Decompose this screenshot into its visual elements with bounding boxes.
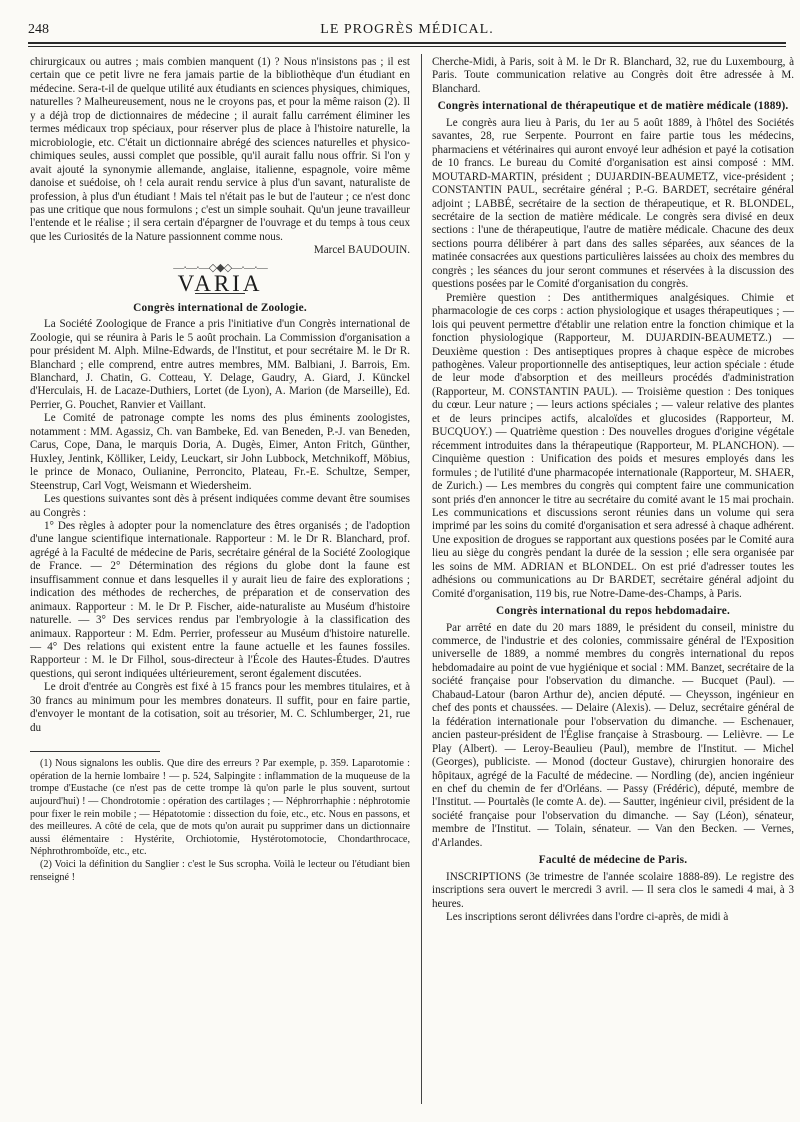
page-header bbox=[28, 22, 786, 44]
faculte-paragraph: INSCRIPTIONS (3e trimestre de l'année scolaire 1888-89). Le registre des inscriptions sera ouvert le mercredi 3 avril. — Il sera clos le samedi 4 mai, à 3 heures. bbox=[432, 870, 794, 910]
footnote: (1) Nous signalons les oublis. Que dire des erreurs ? Par exemple, p. 359. Laparotomie : opération de la hernie lombaire ! — p. 524, Salpingite : inflammation de la muqueuse de la trompe d'Eustache (ce n'est pas de cette trompe là qu'on parle le plus souvent, surtout aujourd'hui) ! — Chondrotomie : opération des cartilages ; — Néphrorrhaphie : néphrotomie pour fixer le rein mobile ; — Hépatotomie : dissection du foie, etc., etc. Nous en passons, et des meilleures. A côté de cela, que de mots qu'on aurait pu supprimer dans un dictionnaire aussi élémentaire : Hystérite, Orchiotomie, Hystérotomotocie, Chondarthrocace, Néphrothromboïde, etc., etc. bbox=[30, 758, 410, 858]
header-rule bbox=[28, 46, 786, 47]
ornament-divider: —⋅—⋅—◇◆◇—⋅—⋅— bbox=[173, 261, 267, 274]
faculte-heading: Faculté de médecine de Paris. bbox=[538, 854, 688, 867]
repos-paragraph: Par arrêté en date du 20 mars 1889, le président du conseil, ministre du commerce, de l'industrie et des colonies, commissaire général de l'Exposition universelle de 1889, a nommé membres du congrès international du repos hebdomadaire au point de vue hygiénique et social : MM. Banzet, secrétaire de la société française pour l'observation du dimanche. — Bucquet (Paul). — Chabaud-Latour (baron Arthur de), ancien député. — Cheysson, ingénieur en chef des ponts et chaussées. — Delaire (Alexis). — Deluz, secrétaire général de la fédération internationale pour l'observation du dimanche. — Eschenauer, ancien pasteur-président de l'Église française à Strasbourg. — Lelièvre. — Le Play (Albert). — Leroy-Beaulieu (Paul), membre de l'Institut. — Michel (Georges), publiciste. — Monod (docteur Gustave), chirurgien honoraire des hôpitaux, agrégé de la Faculté de médecine. — Nordling (de), ancien ingénieur en chef du chemin de fer d'Orléans. — Passy (Frédéric), député, membre de l'Institut. — Pourtalès (le comte A. de). — Sautter, ingénieur civil, président de la société française pour l'observation du dimanche. — Say (Léon), sénateur, membre de l'Institut. — Tolain, sénateur. — Van den Becken. — Vernes, d'Arlandes. bbox=[432, 621, 795, 849]
zoology-paragraph: Les questions suivantes sont dès à présent indiquées comme devant être soumises au Congrès : bbox=[30, 493, 410, 519]
zoology-questions: 1° Des règles à adopter pour la nomenclature des êtres organisés ; de l'adoption d'une langue scientifique internationale. Rapporteur : M. le Dr R. Blanchard, prof. agrégé à la Faculté de médecine de Paris, secrétaire général de la Société Zoologique de France. — 2° Détermination des régions du globe dont la faune est insuffisamment connue et dans lesquelles il y aurait lieu de faire des explorations ; indication des méthodes de recherches, de préparation et de conservation des animaux. Rapporteur : M. le Dr P. Fischer, aide-naturaliste au Muséum d'histoire naturelle. — 3° Des services rendus par l'embryologie à la classification des animaux. Rapporteur : M. Edm. Perrier, professeur au Muséum d'histoire naturelle. — 4° Des relations qui existent entre la faune actuelle et les faunes fossiles. Rapporteur : M. le Dr Filhol, sous-directeur à l'École des Hautes-Études. D'autres questions, qui seront indiquées ultérieurement, seront également discutées. bbox=[30, 519, 410, 680]
zoology-heading: Congrès international de Zoologie. bbox=[133, 301, 307, 314]
continuation-paragraph: Cherche-Midi, à Paris, soit à M. le Dr R. Blanchard, 32, rue du Luxembourg, à Paris. Toute communication relative au Congrès doit être adressée à M. Blanchard. bbox=[432, 56, 794, 95]
footnote: (2) Voici la définition du Sanglier : c'est le Sus scropha. Voilà le lecteur ou l'étudiant bien renseigné ! bbox=[30, 858, 410, 883]
right-column bbox=[432, 56, 794, 925]
zoology-paragraph: La Société Zoologique de France a pris l'initiative d'un Congrès international de Zoologie, qui se réunira à Paris le 5 août prochain. La Commission d'organisation a pour président M. Alph. Milne-Edwards, de l'Institut, et pour secrétaire M. le Dr R. Blanchard ; elle comprend, entre autres membres, MM. Balbiani, J. Barrois, Em. Blanchard, J. Chatin, G. Cotteau, Y. Delage, Gaudry, A. Giard, J. Künckel d'Herculais, H. de Lacaze-Duthiers, Lortet (de Lyon), A. Marion (de Marseille), Ed. Perrier, G. Pouchet, Ranvier et Vaillant. bbox=[30, 318, 410, 411]
zoology-paragraph: Le Comité de patronage compte les noms des plus éminents zoologistes, notamment : MM. Agassiz, Ch. van Bambeke, Ed. van Beneden, P.-J. van Beneden, Carus, Cope, Dana, le marquis Doria, A. Dugès, Eimer, Anton Fritch, Günther, Huxley, Jentink, Kölliker, Leidy, Leuckart, sir John Lubbock, Metchnikoff, Möbius, le prince de Monaco, Oulianine, Perroncito, Plateau, Fr.-E. Schultze, Semper, Steenstrup, Carl Vogt, Weismann et Wiedersheim. bbox=[30, 412, 410, 492]
section-title: VARIA bbox=[177, 271, 263, 297]
repos-heading: Congrès international du repos hebdomadaire. bbox=[495, 605, 731, 618]
author-signature: Marcel BAUDOUIN. bbox=[313, 244, 410, 257]
therapeutic-heading: Congrès international de thérapeutique et de matière médicale (1889). bbox=[437, 100, 789, 113]
zoology-paragraph: Le droit d'entrée au Congrès est fixé à 15 francs pour les membres titulaires, et à 30 francs au minimum pour les membres donateurs. Il suffit, pour en faire partie, d'envoyer le montant de la cotisation, soit au trésorier, M. C. Schlumberger, 21, rue du bbox=[30, 681, 410, 734]
faculte-paragraph: Les inscriptions seront délivrées dans l'ordre ci-après, de midi à bbox=[446, 911, 729, 924]
therapeutic-paragraph: Le congrès aura lieu à Paris, du 1er au 5 août 1889, à l'hôtel des Sociétés savantes, 28, rue Serpente. Pourront en faire partie tous les médecins, pharmaciens et vétérinaires qui auront envoyé leur adhésion et payé la cotisation de 10 francs. Le bureau du Comité d'organisation est ainsi composé : MM. MOUTARD-MARTIN, président ; DUJARDIN-BEAUMETZ, vice-président ; CONSTANTIN PAUL, secrétaire général ; P.-G. BARDET, secrétaire général adjoint ; LABBÉ, secrétaire de la section de thérapeutique, et R. BLONDEL, secrétaire de la section de matière médicale. Le congrès sera divisé en deux sections : l'une de thérapeutique, l'autre de matière médicale. Chacune des deux sections pourra délibérer à part dans des salles séparées, aux séances de la matinée consacrées aux questions particulières laissées au choix des membres du congrès ; les séances du jour seront communes et réservées à la discussion des questions posées par le Comité d'organisation du congrès. bbox=[432, 116, 794, 291]
left-column bbox=[30, 56, 410, 884]
column-divider bbox=[421, 54, 422, 1104]
therapeutic-questions: Première question : Des antithermiques analgésiques. Chimie et pharmacologie de ces corps : action physiologique et usages thérapeutiques ; — lois qui peuvent permettre d'établir une relation entre la fonction chimique et la fonction physiologique (Rapporteur, M. DUJARDIN-BEAUMETZ.) — Deuxième question : Des antiseptiques propres à chaque espèce de microbes pathogènes. Valeur proportionnelle des antiseptiques, leur action spéciale : étude de leur mode d'absorption et des meilleurs procédés d'administration (Rapporteur, M. CONSTANTIN PAUL). — Troisième question : Des toniques du cœur. Leur nature ; — leurs actions spéciales ; — valeur relative des plantes et de leurs principes actifs, alcaloïdes et glucosides (Rapporteur, M. BUCQUOY.) — Quatrième question : Des nouvelles drogues d'origine végétale récemment introduites dans la thérapeutique (Rapporteur, M. PLANCHON). — Cinquième question : Unification des poids et mesures employés dans les formules ; de l'utilité d'une pharmacopée internationale (Rapporteur, M. SHAER, de Zurich.) — Les membres du congrès qui comptent faire une communication sont priés d'en annoncer le titre au secrétaire du comité avant le 15 mai prochain. Les communications et discussions seront réunies dans un volume qui sera imprimé par les soins du comité d'organisation et sera adressé à chaque adhérent. Une exposition de drogues se rapportant aux questions posées par le Comité aura lieu au siège du congrès pendant la durée de la session ; elle sera organisée par les soins de MM. ADRIAN et BLONDEL. On est prié d'adresser toutes les adhésions ou communications au Dr BARDET, secrétaire général adjoint du Comité d'organisation, 119 bis, rue Notre-Dame-des-Champs, à Paris. bbox=[432, 291, 794, 600]
footnote-rule bbox=[30, 751, 160, 752]
intro-paragraph: chirurgicaux ou autres ; mais combien manquent (1) ? Nous n'insistons pas ; il est certain que ce petit livre ne fera jamais partie de la bibliothèque d'un étudiant en médecine. Sera-t-il de quelque utilité aux étudiants en sciences physiques, chimiques, naturelles ? Malheureusement, nous ne le croyons pas, et pour la même raison (2). Il y a déjà trop de dictionnaires de médecine ; il aurait fallu carrément éliminer les termes médicaux trop spéciaux, pour réserver plus de place à l'histoire naturelle, la microbiologie, etc. C'était un dictionnaire abrégé des sciences naturelles et physico-chimiques seules, aussi complet que possible, qu'il aurait fallu nous offrir. Si l'on y avait ajouté la synonymie allemande, anglaise, italienne, espagnole, voire même danoise et suédoise, oh ! cela aurait rendu service à plus d'un savant, naturaliste de profession, à plus d'un étudiant ! Mais tel n'était pas le but de l'auteur ; ce n'est donc pas une critique que nous formulons ; c'est un simple souhait. Qu'un jeune travailleur l'entende et le réalise ; il sera certain d'épargner de l'ouvrage et du temps à tous ceux que les Curiosités de la Nature passionnent comme nous. bbox=[30, 56, 410, 243]
page-number: 248 bbox=[28, 22, 49, 37]
journal-title: LE PROGRÈS MÉDICAL. bbox=[320, 22, 494, 37]
